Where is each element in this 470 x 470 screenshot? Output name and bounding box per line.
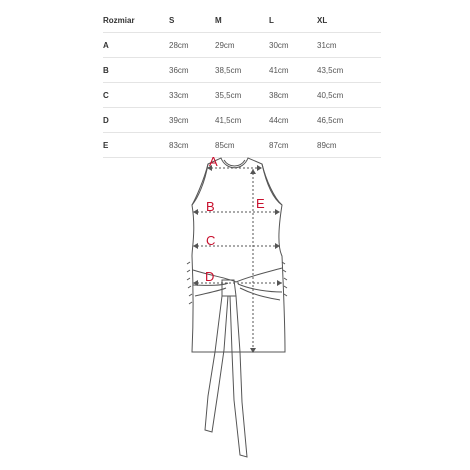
table-cell: 31cm <box>317 33 381 58</box>
table-cell: 33cm <box>169 83 215 108</box>
table-cell: 39cm <box>169 108 215 133</box>
measurement-lines <box>193 168 282 353</box>
table-cell: 46,5cm <box>317 108 381 133</box>
table-cell: 40,5cm <box>317 83 381 108</box>
row-label: B <box>103 58 169 83</box>
table-cell: 38cm <box>269 83 317 108</box>
measure-label-d: D <box>205 269 215 284</box>
dress-outline <box>187 158 287 457</box>
row-label: A <box>103 33 169 58</box>
row-label: C <box>103 83 169 108</box>
measurement-arrowheads <box>193 165 282 353</box>
table-cell: 35,5cm <box>215 83 269 108</box>
table-cell: 87cm <box>269 133 317 158</box>
measure-label-a: A <box>209 154 218 169</box>
table-cell: 28cm <box>169 33 215 58</box>
table-cell: 44cm <box>269 108 317 133</box>
table-cell: 36cm <box>169 58 215 83</box>
header-size: Rozmiar <box>103 8 169 33</box>
table-cell: 85cm <box>215 133 269 158</box>
measure-label-e: E <box>256 196 265 211</box>
header-s: S <box>169 8 215 33</box>
table-cell: 38,5cm <box>215 58 269 83</box>
table-cell: 30cm <box>269 33 317 58</box>
table-cell: 89cm <box>317 133 381 158</box>
header-xl: XL <box>317 8 381 33</box>
table-cell: 43,5cm <box>317 58 381 83</box>
measure-label-b: B <box>206 199 215 214</box>
header-m: M <box>215 8 269 33</box>
row-label: E <box>103 133 169 158</box>
row-label: D <box>103 108 169 133</box>
table-cell: 83cm <box>169 133 215 158</box>
table-cell: 41cm <box>269 58 317 83</box>
table-cell: 41,5cm <box>215 108 269 133</box>
table-cell: 29cm <box>215 33 269 58</box>
header-l: L <box>269 8 317 33</box>
measure-label-c: C <box>206 233 216 248</box>
